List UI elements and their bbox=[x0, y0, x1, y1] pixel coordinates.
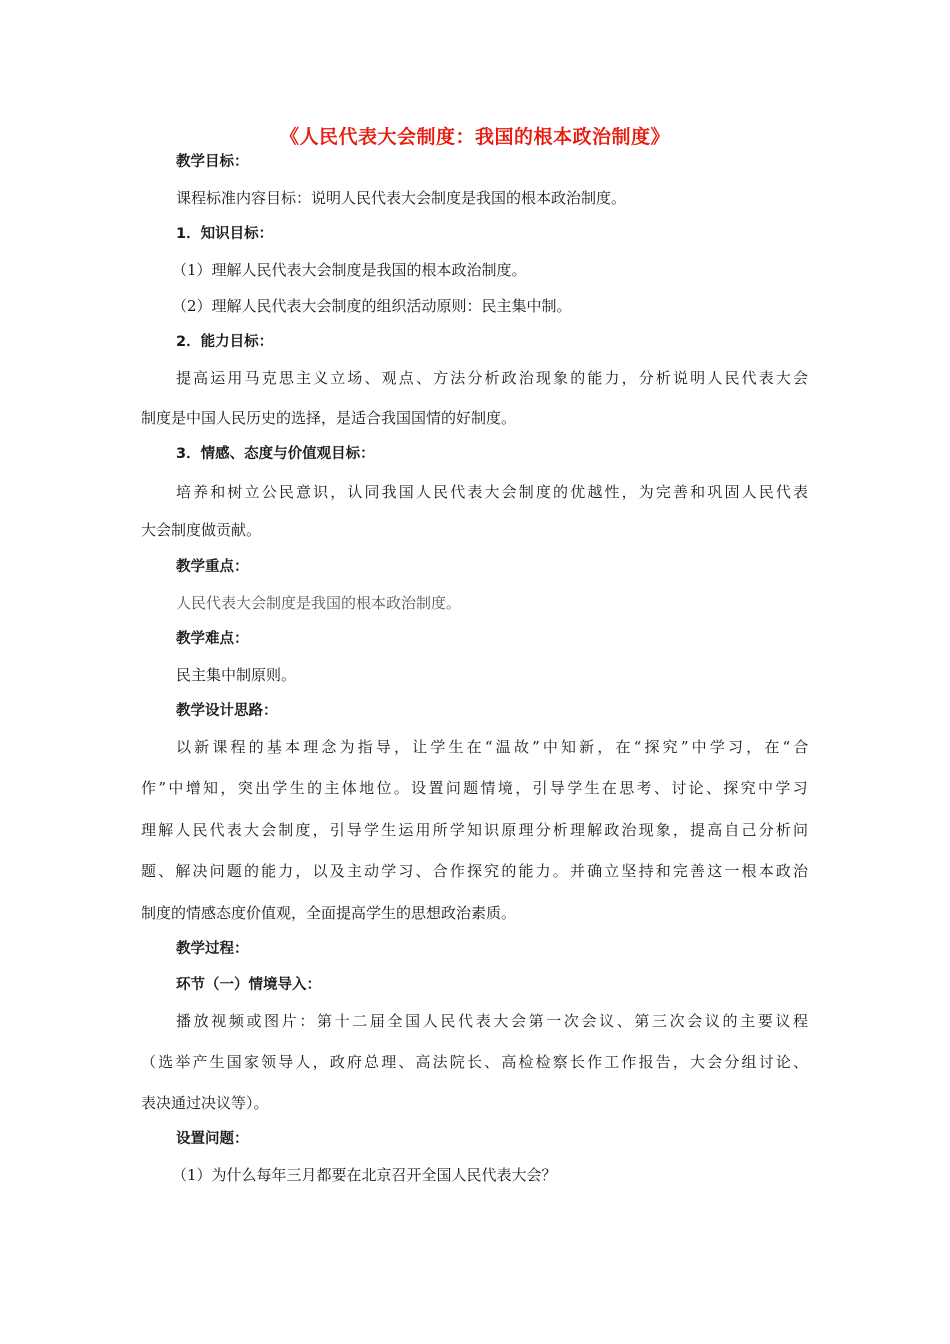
heading-difficult-point: 教学难点： bbox=[176, 631, 249, 647]
knowledge-goal-2: （2）理解人民代表大会制度的组织活动原则：民主集中制。 bbox=[172, 297, 572, 315]
heading-key-point: 教学重点： bbox=[176, 559, 249, 575]
heading-step-one: 环节（一）情境导入： bbox=[176, 977, 321, 993]
document-title: 《人民代表大会制度：我国的根本政治制度》 bbox=[279, 126, 670, 148]
emotion-goal-line-1: 培养和树立公民意识，认同我国人民代表大会制度的优越性，为完善和巩固人民代表 bbox=[176, 483, 811, 501]
heading-teaching-process: 教学过程： bbox=[176, 941, 249, 957]
ability-goal-line-2: 制度是中国人民历史的选择，是适合我国国情的好制度。 bbox=[141, 409, 517, 427]
heading-teaching-goals: 教学目标： bbox=[176, 154, 249, 170]
step-one-line-3: 表决通过决议等）。 bbox=[141, 1094, 269, 1112]
step-one-line-1: 播放视频或图片：第十二届全国人民代表大会第一次会议、第三次会议的主要议程 bbox=[176, 1012, 811, 1030]
key-point-text: 人民代表大会制度是我国的根本政治制度。 bbox=[176, 594, 462, 612]
difficult-point-text: 民主集中制原则。 bbox=[176, 666, 297, 684]
question-1: （1）为什么每年三月都要在北京召开全国人民代表大会？ bbox=[172, 1166, 557, 1184]
design-idea-line-5: 制度的情感态度价值观，全面提高学生的思想政治素质。 bbox=[141, 904, 517, 922]
heading-questions: 设置问题： bbox=[176, 1131, 249, 1147]
heading-design-idea: 教学设计思路： bbox=[176, 703, 278, 719]
step-one-line-2: （选举产生国家领导人，政府总理、高法院长、高检检察长作工作报告，大会分组讨论、 bbox=[141, 1053, 811, 1071]
heading-emotion-goals: 3．情感、态度与价值观目标： bbox=[176, 446, 375, 462]
knowledge-goal-1: （1）理解人民代表大会制度是我国的根本政治制度。 bbox=[172, 261, 527, 279]
curriculum-standard-goal: 课程标准内容目标：说明人民代表大会制度是我国的根本政治制度。 bbox=[176, 189, 627, 207]
heading-knowledge-goals: 1．知识目标： bbox=[176, 226, 274, 242]
ability-goal-line-1: 提高运用马克思主义立场、观点、方法分析政治现象的能力，分析说明人民代表大会 bbox=[176, 369, 811, 387]
design-idea-line-3: 理解人民代表大会制度，引导学生运用所学知识原理分析理解政治现象，提高自己分析问 bbox=[141, 821, 811, 839]
design-idea-line-2: 作”中增知，突出学生的主体地位。设置问题情境，引导学生在思考、讨论、探究中学习 bbox=[141, 779, 811, 797]
design-idea-line-1: 以新课程的基本理念为指导，让学生在“温故”中知新，在“探究”中学习，在“合 bbox=[176, 738, 812, 756]
emotion-goal-line-2: 大会制度做贡献。 bbox=[141, 521, 262, 539]
design-idea-line-4: 题、解决问题的能力，以及主动学习、合作探究的能力。并确立坚持和完善这一根本政治 bbox=[141, 862, 811, 880]
heading-ability-goals: 2．能力目标： bbox=[176, 334, 274, 350]
